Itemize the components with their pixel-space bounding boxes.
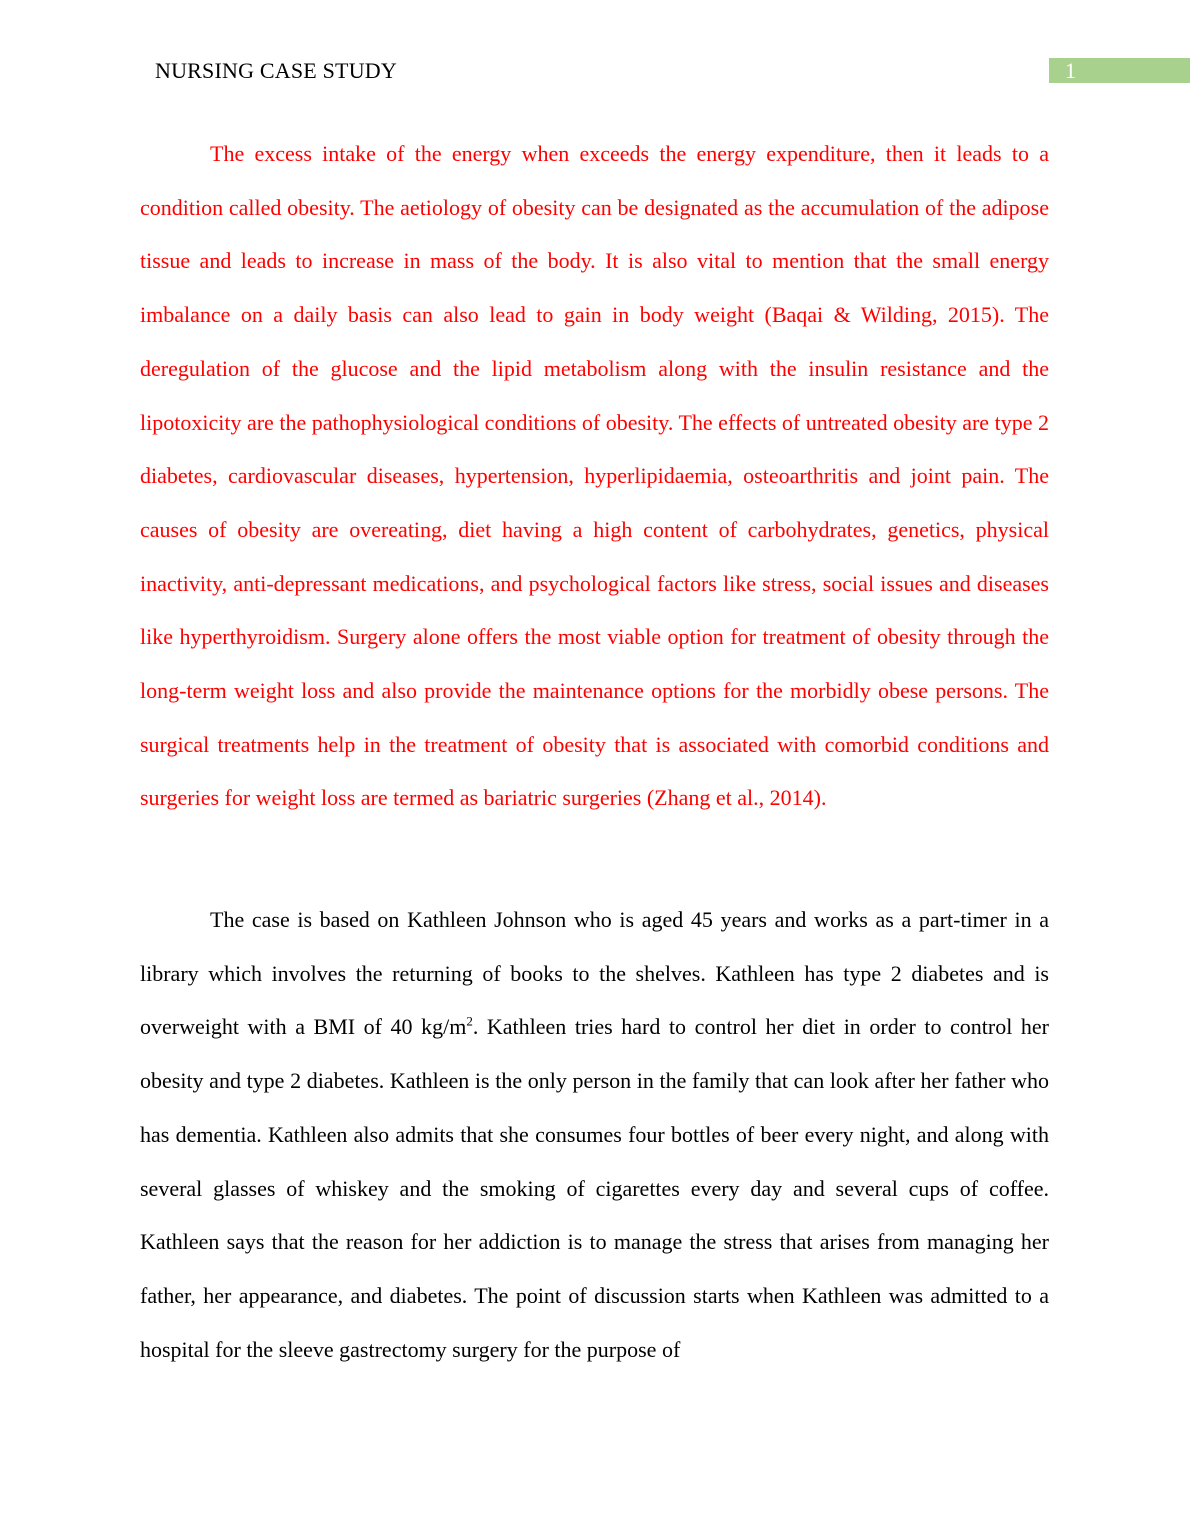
page-number-badge [1049, 58, 1190, 83]
paragraph-obesity-overview-text: The excess intake of the energy when exceeds the energy expenditure, then it leads to a condition called obesity. The aetiology of obesity can be designated as the accumulation of the adipose tissue and leads to increase in mass of the body. It is also vital to mention that the small energy imbalance on a daily basis can also lead to gain in body weight (Baqai & Wilding, 2015). The deregulation of the glucose and the lipid metabolism along with the insulin resistance and the lipotoxicity are the pathophysiological conditions of obesity. The effects of untreated obesity are type 2 diabetes, cardiovascular diseases, hypertension, hyperlipidaemia, osteoarthritis and joint pain. The causes of obesity are overeating, diet having a high content of carbohydrates, genetics, physical inactivity, anti-depressant medications, and psychological factors like stress, social issues and diseases like hyperthyroidism. Surgery alone offers the most viable option for treatment of obesity through the long-term weight loss and also provide the maintenance options for the morbidly obese persons. The surgical treatments help in the treatment of obesity that is associated with comorbid conditions and surgeries for weight loss are termed as bariatric surgeries (Zhang et al., 2014). [140, 141, 1049, 811]
paragraph-case-text-start: The case is based on Kathleen Johnson who is aged 45 years and works as a part-timer in a library which involves the returning of books to the shelves. Kathleen has type 2 diabetes and is overweight with a BMI of 40 kg/m [140, 907, 1049, 1040]
page-number: 1 [1065, 58, 1076, 83]
paragraph-case-description [140, 893, 1049, 1376]
bmi-unit-superscript: 2 [466, 1014, 473, 1030]
running-header-title: NURSING CASE STUDY [155, 58, 397, 83]
paragraph-obesity-overview [140, 127, 1049, 825]
paragraph-case-text-end: . Kathleen tries hard to control her diet in order to control her obesity and type 2 diabetes. Kathleen is the only person in the family that can look after her father who has dementia. Kathleen also admits that she consumes four bottles of beer every night, and along with several glasses of whiskey and the smoking of cigarettes every day and several cups of coffee. Kathleen says that the reason for her addiction is to manage the stress that arises from managing her father, her appearance, and diabetes. The point of discussion starts when Kathleen was admitted to a hospital for the sleeve gastrectomy surgery for the purpose of [140, 1014, 1049, 1362]
